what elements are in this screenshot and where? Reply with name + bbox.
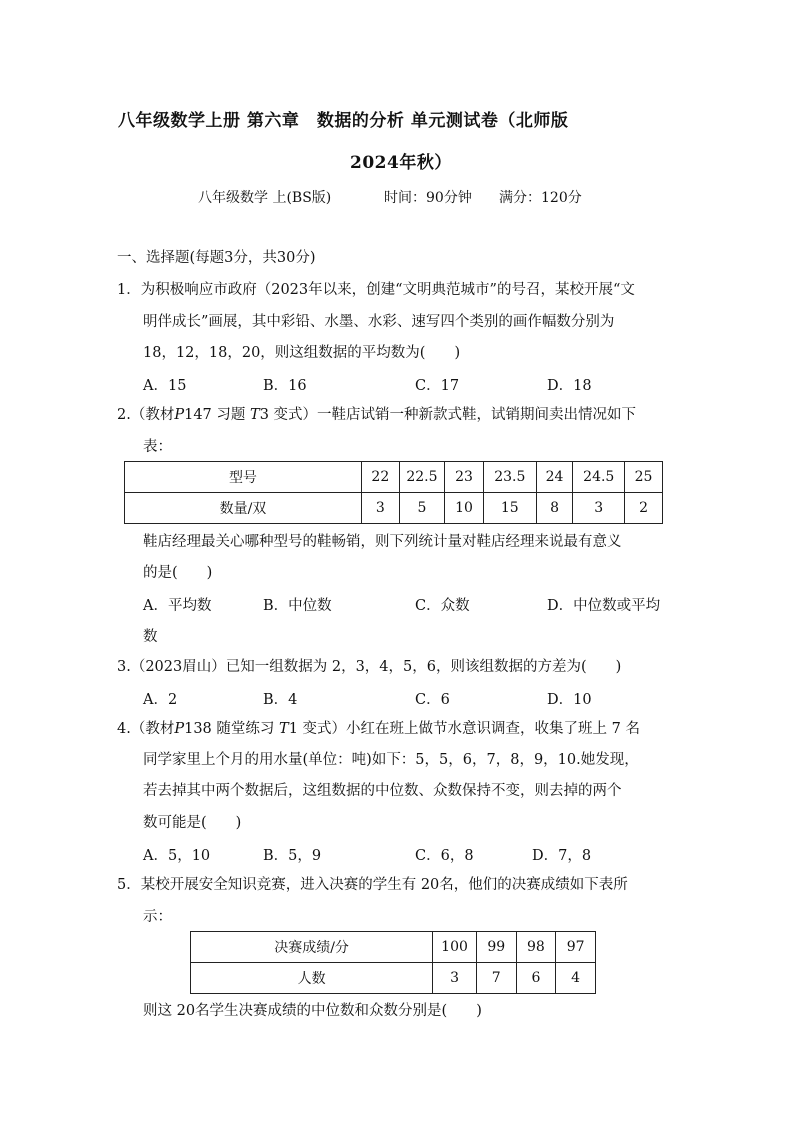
table-cell: 8 xyxy=(536,493,573,524)
q2-ref-t: T xyxy=(250,407,260,423)
table-cell: 3 xyxy=(573,493,625,524)
q4-option-b: B．5，9 xyxy=(263,848,322,864)
q2-option-d-wrap: 数 xyxy=(143,629,158,645)
shoe-sales-table xyxy=(124,461,663,524)
q4-line4: 数可能是( ) xyxy=(143,815,242,831)
q2-prefix: 2.（教材 xyxy=(117,407,175,423)
q1-line1: 1．为积极响应市政府（2023年以来，创建“文明典范城市”的号召，某校开展“文 xyxy=(117,282,635,298)
q4-ref-t: T xyxy=(279,721,289,737)
q2-option-c: C．众数 xyxy=(415,598,470,614)
q1-option-d: D．18 xyxy=(547,378,592,394)
q4-ref-p: P xyxy=(174,721,185,737)
q1-line3: 18，12，18，20，则这组数据的平均数为( ) xyxy=(143,345,461,361)
doc-title-line1: 八年级数学上册 第六章 数据的分析 单元测试卷（北师版 xyxy=(118,111,569,131)
q2-ref-page: 147 习题 xyxy=(184,407,251,423)
table-cell: 22 xyxy=(361,462,399,493)
q4-option-a: A．5，10 xyxy=(143,848,211,864)
q1-option-a: A．15 xyxy=(143,378,187,394)
table-cell: 7 xyxy=(476,963,516,994)
table-cell: 10 xyxy=(445,493,484,524)
doc-title-line2: 2024年秋） xyxy=(350,153,452,173)
q2-line2: 表： xyxy=(143,439,172,455)
q4-line2: 同学家里上个月的用水量(单位：吨)如下：5，5，6，7，8，9，10.她发现， xyxy=(143,752,639,768)
q3-option-a: A．2 xyxy=(143,692,178,708)
q4-option-d: D．7，8 xyxy=(532,848,592,864)
table-row xyxy=(125,462,663,493)
table-cell: 2 xyxy=(625,493,663,524)
q2-option-a: A．平均数 xyxy=(143,598,212,614)
table-cell: 6 xyxy=(516,963,556,994)
q1-option-b: B．16 xyxy=(263,378,307,394)
q5-line2: 示： xyxy=(143,909,172,925)
contest-score-table xyxy=(190,931,596,994)
q3-option-d: D．10 xyxy=(547,692,592,708)
table-cell: 24.5 xyxy=(573,462,625,493)
table-header-cell: 型号 xyxy=(125,462,362,493)
q5-after: 则这 20名学生决赛成绩的中位数和众数分别是( ) xyxy=(143,1003,482,1019)
table-cell: 25 xyxy=(625,462,663,493)
table-cell: 24 xyxy=(536,462,573,493)
q2-ref-p: P xyxy=(174,407,185,423)
table-row xyxy=(191,932,596,963)
q4-line1 xyxy=(117,719,640,739)
q2-after-line1: 鞋店经理最关心哪种型号的鞋畅销，则下列统计量对鞋店经理来说最有意义 xyxy=(143,534,622,550)
q4-ref-rest: 1 变式）小红在班上做节水意识调查，收集了班上 7 名 xyxy=(288,721,640,737)
section-heading: 一、选择题(每题3分，共30分) xyxy=(117,250,316,266)
table-cell: 99 xyxy=(476,932,516,963)
table-cell: 3 xyxy=(433,963,477,994)
table-row xyxy=(125,493,663,524)
table-cell: 3 xyxy=(361,493,399,524)
table-row xyxy=(191,963,596,994)
q4-ref-page: 138 随堂练习 xyxy=(184,721,280,737)
table-header-cell: 决赛成绩/分 xyxy=(191,932,433,963)
table-cell: 5 xyxy=(399,493,444,524)
q5-line1: 5．某校开展安全知识竞赛，进入决赛的学生有 20名，他们的决赛成绩如下表所 xyxy=(117,877,628,893)
q1-option-c: C．17 xyxy=(415,378,460,394)
table-cell: 98 xyxy=(516,932,556,963)
meta-score: 满分：120分 xyxy=(499,190,582,206)
q4-option-c: C．6，8 xyxy=(415,848,474,864)
table-cell: 23.5 xyxy=(483,462,536,493)
q2-option-b: B．中位数 xyxy=(263,598,332,614)
table-cell: 100 xyxy=(433,932,477,963)
q2-option-d: D．中位数或平均 xyxy=(547,598,661,614)
meta-course: 八年级数学 上(BS版) xyxy=(198,190,332,206)
q1-line2: 明伴成长”画展，其中彩铅、水墨、水彩、速写四个类别的画作幅数分别为 xyxy=(143,314,615,330)
q3-option-b: B．4 xyxy=(263,692,298,708)
table-cell: 23 xyxy=(445,462,484,493)
q3-option-c: C．6 xyxy=(415,692,450,708)
q2-ref-rest: 3 变式）一鞋店试销一种新款式鞋，试销期间卖出情况如下 xyxy=(259,407,637,423)
q2-line1 xyxy=(117,405,636,425)
q4-line3: 若去掉其中两个数据后，这组数据的中位数、众数保持不变，则去掉的两个 xyxy=(143,783,622,799)
q3-line1: 3.（2023眉山）已知一组数据为 2，3，4，5，6，则该组数据的方差为( ) xyxy=(117,659,622,675)
table-cell: 22.5 xyxy=(399,462,444,493)
table-header-cell: 人数 xyxy=(191,963,433,994)
q2-after-line2: 的是( ) xyxy=(143,565,213,581)
table-cell: 4 xyxy=(556,963,596,994)
q4-prefix: 4.（教材 xyxy=(117,721,175,737)
table-cell: 97 xyxy=(556,932,596,963)
table-header-cell: 数量/双 xyxy=(125,493,362,524)
meta-time: 时间：90分钟 xyxy=(384,190,472,206)
table-cell: 15 xyxy=(483,493,536,524)
